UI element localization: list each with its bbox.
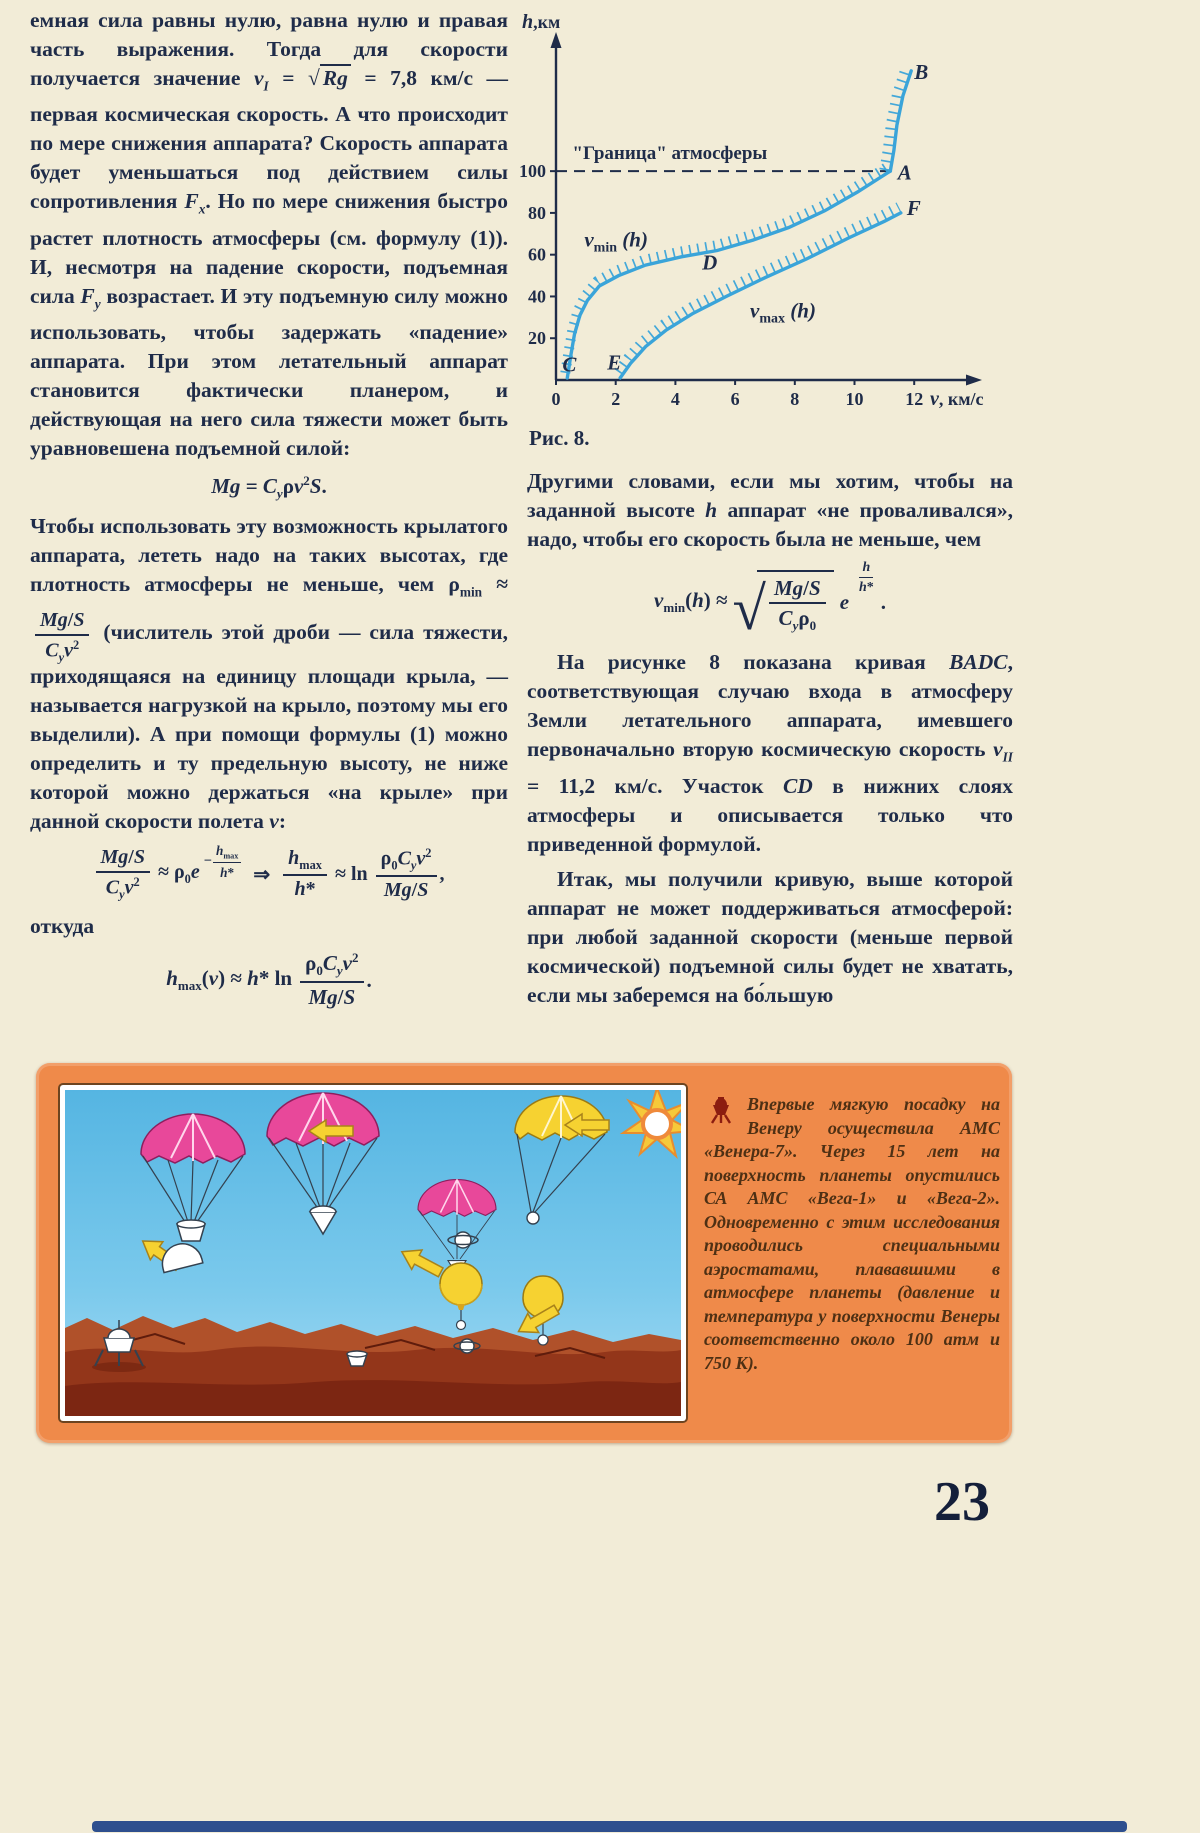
radical-Rg: √ Rg: [308, 64, 351, 90]
figure-caption: Рис. 8.: [529, 426, 590, 450]
boundary-label: "Граница" атмосферы: [572, 143, 768, 165]
y-axis-title: h,км: [522, 11, 561, 33]
page-number: 23: [934, 1471, 990, 1533]
right-column: [519, 4, 1013, 1010]
descent-capsule: [177, 1220, 205, 1241]
x-tick-label: 2: [611, 389, 621, 409]
paragraph-vmin-condition: Другими словами, если мы хотим, чтобы на заданной высоте h аппарат «не проваливался», надо, чтобы его скорость была не меньше, чем: [527, 469, 1013, 551]
illustration-caption: [704, 1093, 1000, 1375]
point-label-F: F: [906, 196, 921, 220]
x-tick-label: 8: [790, 389, 800, 409]
x-tick-label: 10: [845, 389, 864, 409]
page-bottom-edge: [92, 1821, 1127, 1832]
lander-icon: [704, 1095, 738, 1125]
text-run: емная сила равны нулю, равна нулю и правая часть выражения. Тогда для скорости получается значение $v_I$ =: [30, 8, 508, 94]
y-tick-label: 80: [528, 202, 546, 223]
paragraph-first-cosmic-speed: [30, 6, 508, 463]
x-tick-label: 0: [551, 389, 561, 409]
point-label-C: C: [562, 352, 577, 377]
point-label-B: B: [914, 60, 929, 85]
x-axis-arrow: [966, 375, 982, 386]
curve-hatch: [618, 207, 899, 372]
y-tick-label: 40: [528, 286, 546, 307]
x-tick-label: 12: [905, 389, 924, 409]
figure-chart: [518, 4, 1008, 422]
venus-descent-scene: [65, 1090, 681, 1416]
paragraph-wing-flight: [30, 512, 508, 836]
point-label-A: A: [897, 160, 912, 185]
radical-sign: √: [732, 576, 766, 644]
x-tick-label: 6: [730, 389, 740, 409]
y-tick-label: 100: [519, 161, 546, 182]
x-tick-label: 4: [670, 389, 680, 409]
small-capsule-on-ground: [347, 1351, 367, 1366]
probe-ball: [527, 1212, 539, 1224]
exponent: − $\frac{h_{max}}{h*}$: [204, 843, 243, 880]
formula-lift-balance: $Mg = C_y\rho v^2S$.: [211, 472, 327, 502]
implies-arrow: ⇒: [253, 863, 271, 886]
scene-frame: [60, 1085, 686, 1421]
y-tick-label: 20: [528, 328, 546, 349]
text-run: (числитель этой дроби — сила тяжести, приходящаяся на единицу площади крыла, — называется нагрузкой на крыло, поэтому мы его выделили). А при помощи формулы (1) можно определить и ту предельную высоту, не ниже которой можно держаться «на крыле» при данной скорости полета v:: [30, 620, 508, 834]
formula-vmin: $v_{min}(h)$ ≈ √ $\frac{Mg/S}{C_y\rho_0}$ e $\frac{h}{h*}$ .: [654, 560, 886, 644]
point-label-E: E: [607, 350, 622, 375]
text-run: Чтобы использовать эту возможность крылатого аппарата, лететь надо на таких высотах, где плотность атмосферы не меньше, чем $\rho_{min}$ ≈: [30, 514, 509, 600]
paragraph-badc-curve: На рисунке 8 показана кривая BADC, соответствующая случаю входа в атмосферу Земли летательного аппарата, имевшего первоначально вторую космическую скорость $v_{II} = 11,2$ км/с. Участок CD в нижних слоях атмосферы и описывается только что приведенной формулой.: [527, 650, 1013, 856]
x-axis-title: v, км/с: [930, 388, 984, 410]
inline-fraction-rho-min: $\frac{Mg/S}{C_yv^2}$: [35, 609, 89, 665]
curve-label: $v_{max}$ (h): [750, 298, 816, 327]
left-column: [30, 6, 508, 1019]
curve-label: $v_{min}$ (h): [584, 227, 648, 256]
text-run: = 7,8 км/с — первая космическая скорость. А что происходит по мере снижения аппарата? Скорость аппарата будет уменьшаться под действием силы сопротивления $F_x$. Но по мере снижения быстро растет плотность атмосферы (см. формулу (1)). И, несмотря на падение скорости, подъемная сила $F_y$ возрастает. И эту подъемную силу можно использовать, чтобы задержать «падение» аппарата. При этом летательный аппарат становится фактически планером, и действующая на него сила тяжести может быть уравновешена подъемной силой:: [30, 66, 509, 460]
figure-8: [519, 4, 1013, 451]
formula-hmax-derivation: $\frac{Mg/S}{C_yv^2}$ ≈ $\rho_0e$ − $\frac{h_{max}}{h*}$ ⇒ $\frac{h_{max}}{h*}$ ≈ ln $\frac{\rho_0C_yv^2}{Mg/S}$ ,: [30, 846, 508, 902]
y-axis-arrow: [551, 32, 562, 48]
y-tick-label: 60: [528, 244, 546, 265]
radical: √ $\frac{Mg/S}{C_y\rho_0}$: [733, 570, 834, 634]
curve: [567, 171, 890, 378]
caption-text: Впервые мягкую посадку на Венеру осуществила АМС «Венера-7». Через 15 лет на поверхность планеты опустились СА АМС «Вега-1» и «Вега-2». Одновременно с этим исследования проводились специальными аэростатами, плававшими в атмосфере планеты (давление и температура у поверхности Венеры соответственно около 100 атм и 750 К).: [704, 1094, 1000, 1373]
exponent: $\frac{h}{h*}$: [859, 560, 874, 596]
word-otkuda: откуда: [30, 914, 95, 939]
curve-hatch: [565, 166, 888, 373]
venus-illustration-plate: [36, 1063, 1012, 1443]
formula-hmax: $h_{max}(v) \approx h*$ ln $\frac{\rho_0C_yv^2}{Mg/S}$ .: [166, 950, 372, 1010]
paragraph-conclusion: Итак, мы получили кривую, выше которой аппарат не может поддерживаться атмосферой: при любой заданной скорости (меньше первой космической) подъемной силы будет не хватать, если мы заберемся на бо́льшую: [527, 866, 1013, 1007]
point-label-D: D: [702, 250, 718, 275]
